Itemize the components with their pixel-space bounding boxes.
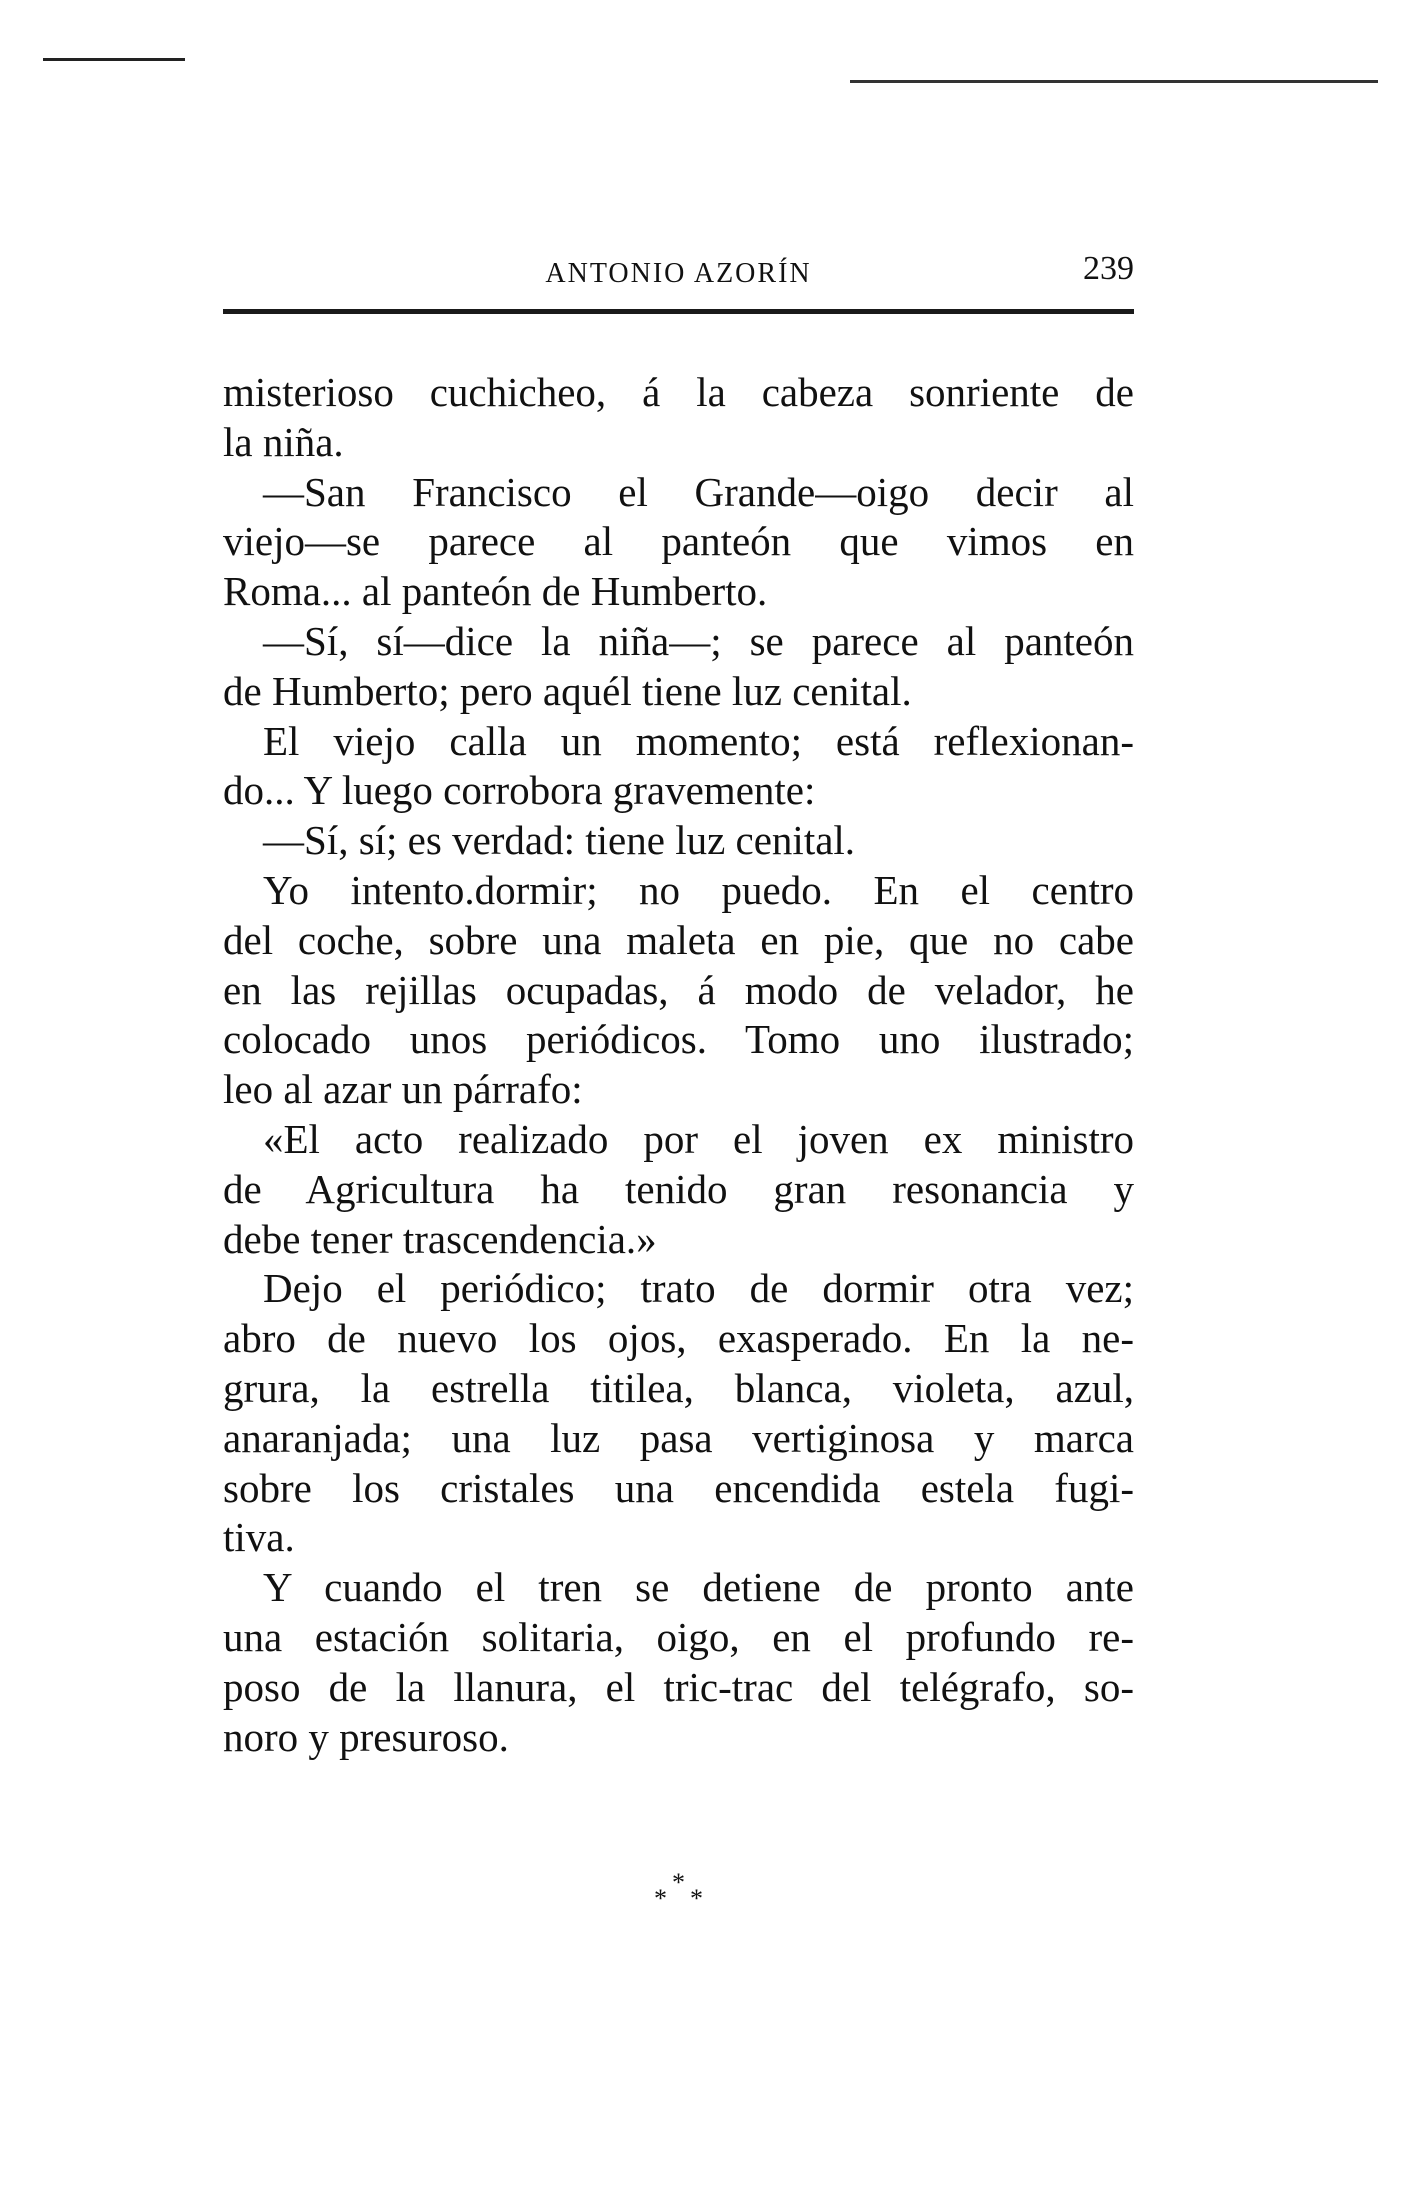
text-line: de Humberto; pero aquél tiene luz cenital. bbox=[223, 667, 912, 714]
text-line: colocado unos periódicos. Tomo uno ilustrado; bbox=[223, 1016, 1134, 1063]
text-line: viejo—se parece al panteón que vimos en bbox=[223, 518, 1134, 565]
text-line: «El acto realizado por el joven ex ministro bbox=[263, 1115, 1134, 1162]
asterisk: * bbox=[654, 1884, 667, 1913]
body-text bbox=[223, 368, 1134, 1762]
page-header bbox=[223, 248, 1134, 292]
text-line: la niña. bbox=[223, 418, 344, 465]
asterism-ornament bbox=[650, 1868, 720, 1918]
text-line: grura, la estrella titilea, blanca, violeta, azul, bbox=[223, 1364, 1134, 1411]
text-line: Yo intento.dormir; no puedo. En el centro bbox=[263, 866, 1134, 913]
text-line: sobre los cristales una encendida estela fugi- bbox=[223, 1464, 1134, 1511]
text-line: do... Y luego corrobora gravemente: bbox=[223, 767, 816, 814]
asterisk: * bbox=[672, 1868, 685, 1897]
text-line: —San Francisco el Grande—oigo decir al bbox=[263, 468, 1134, 515]
text-line: una estación solitaria, oigo, en el profundo re- bbox=[223, 1613, 1134, 1660]
text-line: debe tener trascendencia.» bbox=[223, 1215, 657, 1262]
scan-edge-mark-left bbox=[43, 58, 185, 61]
page-number: 239 bbox=[1083, 250, 1134, 287]
text-line: de Agricultura ha tenido gran resonancia y bbox=[223, 1165, 1134, 1212]
running-title: ANTONIO AZORÍN bbox=[545, 258, 812, 289]
scan-edge-mark-right bbox=[850, 80, 1378, 83]
text-line: leo al azar un párrafo: bbox=[223, 1066, 583, 1113]
text-line: El viejo calla un momento; está reflexionan- bbox=[263, 717, 1134, 764]
text-line: en las rejillas ocupadas, á modo de velador, he bbox=[223, 966, 1134, 1013]
text-line: —Sí, sí—dice la niña—; se parece al panteón bbox=[263, 617, 1134, 664]
text-line: —Sí, sí; es verdad: tiene luz cenital. bbox=[263, 817, 856, 864]
text-line: Y cuando el tren se detiene de pronto ante bbox=[263, 1564, 1134, 1611]
text-line: Roma... al panteón de Humberto. bbox=[223, 568, 768, 615]
text-line: anaranjada; una luz pasa vertiginosa y marca bbox=[223, 1414, 1134, 1461]
text-line: misterioso cuchicheo, á la cabeza sonriente de bbox=[223, 369, 1134, 415]
text-line: tiva. bbox=[223, 1514, 295, 1561]
text-line: abro de nuevo los ojos, exasperado. En la ne- bbox=[223, 1315, 1134, 1362]
text-line: del coche, sobre una maleta en pie, que no cabe bbox=[223, 916, 1134, 963]
header-rule bbox=[223, 309, 1134, 314]
text-line: Dejo el periódico; trato de dormir otra vez; bbox=[263, 1265, 1134, 1312]
text-line: noro y presuroso. bbox=[223, 1713, 509, 1760]
text-line: poso de la llanura, el tric-trac del telégrafo, so- bbox=[223, 1663, 1134, 1710]
asterisk: * bbox=[690, 1884, 703, 1913]
